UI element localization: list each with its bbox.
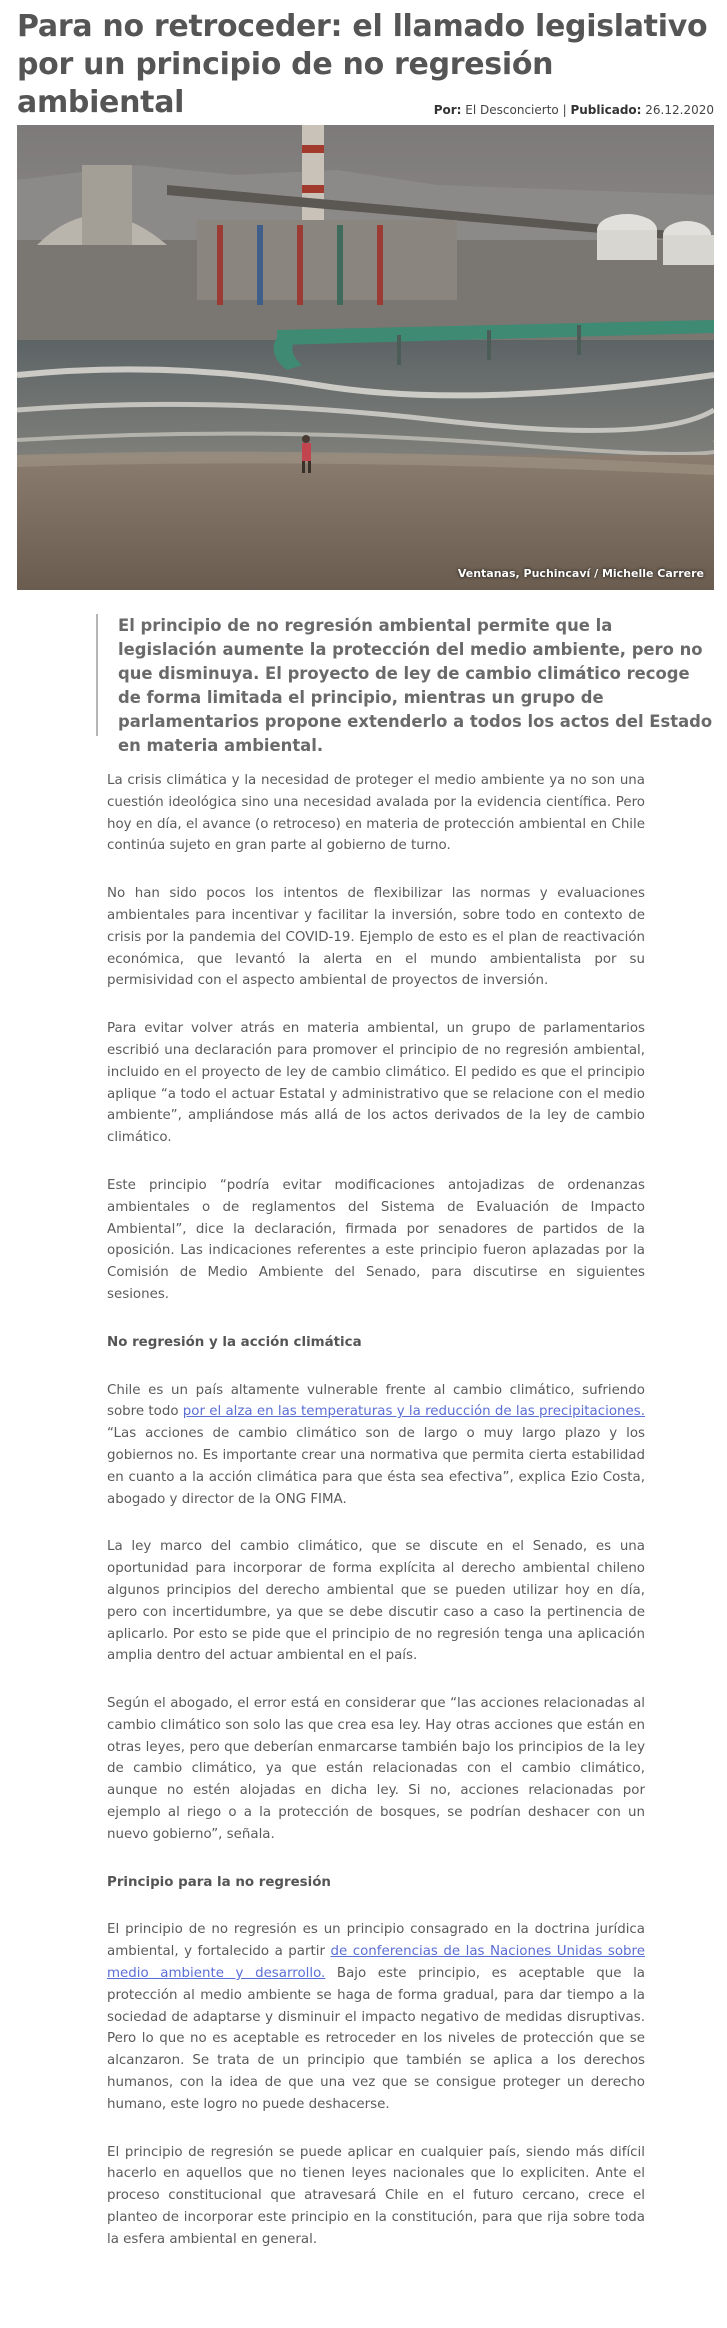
paragraph-5-end: “Las acciones de cambio climático son de largo o muy largo plazo y los gobiernos no. Es importante crear una normativa que permita cierta estabilidad en cuanto a la acción climática para que ésta sea efectiva”, explica Ezio Costa, abogado y director de la ONG FIMA.	[107, 1426, 645, 1507]
subheading-climate-action: No regresión y la acción climática	[107, 1334, 362, 1350]
lead-quote	[96, 614, 714, 755]
paragraph-8-end: Bajo este principio, es aceptable que la protección al medio ambiente se haga de forma gradual, para dar tiempo a la sociedad de adaptarse y disminuir el impacto negativo de medidas disruptivas. Pero lo que no es aceptable es retroceder en los niveles de protección que se alcanzaron. Se trata de un principio que también se aplica a los derechos humanos, con la idea de que una vez que se consigue proteger un derecho humano, este logro no puede deshacerse.	[107, 1966, 646, 2112]
lead-text: El principio de no regresión ambiental permite que la legislación aumente la protección del medio ambiente, pero no que disminuya. El proyecto de ley de cambio climático recoge de forma limitada el principio, mientras un grupo de parlamentarios propone extenderlo a todos los actos del Estado en materia ambiental.	[118, 616, 713, 755]
date-label: Publicado:	[570, 103, 642, 117]
paragraph-1: La crisis climática y la necesidad de proteger el medio ambiente ya no son una cuestión ideológica sino una necesidad avalada por la evidencia científica. Pero hoy en día, el avance (o retroceso) en materia de protección ambiental en Chile continúa sujeto en gran parte al gobierno de turno.	[107, 773, 645, 854]
hero-image	[17, 125, 714, 590]
paragraph-9: El principio de regresión se puede aplicar en cualquier país, siendo más difícil hacerlo en aquellos que no tienen leyes nacionales que lo expliciten. Ante el proceso constitucional que atravesará Chile en el futuro cercano, crece el planteo de incorporar este principio en la constitución, para que rija sobre toda la esfera ambiental en general.	[107, 2144, 645, 2247]
author-name: El Desconcierto	[465, 103, 559, 117]
industrial-beach-illustration	[17, 125, 714, 590]
paragraph-5-start: Chile es un país altamente vulnerable frente al cambio climático, sufriendo sobre todo	[107, 1382, 645, 1420]
byline-separator: |	[562, 103, 567, 117]
article-body	[107, 770, 645, 2277]
image-caption: Ventanas, Puchincaví / Michelle Carrere	[457, 567, 704, 580]
article-byline	[434, 103, 714, 117]
paragraph-3: Para evitar volver atrás en materia ambiental, un grupo de parlamentarios escribió una declaración para promover el principio de no regresión ambiental, incluido en el proyecto de ley de cambio climático. El pedido es que el principio aplique “a todo el actuar Estatal y administrativo que se relacione con el medio ambiente”, ampliándose más allá de los actos derivados de la ley de cambio climático.	[107, 1021, 645, 1146]
paragraph-8	[107, 1919, 645, 2115]
paragraph-8-start: El principio de no regresión es un principio consagrado en la doctrina jurídica ambiental, y fortalecido a partir	[107, 1922, 645, 1960]
subheading-non-regression-principle: Principio para la no regresión	[107, 1874, 331, 1890]
paragraph-7: Según el abogado, el error está en considerar que “las acciones relacionadas al cambio climático son solo las que crea esa ley. Hay otras acciones que están en otras leyes, pero que deberían enmarcarse también bajo los principios de la ley de cambio climático, ya que están relacionadas con el cambio climático, aunque no estén alojadas en dicha ley. Si no, acciones relacionadas por ejemplo al riego o a la protección de bosques, se podrían deshacer con un nuevo gobierno”, señala.	[107, 1696, 645, 1842]
paragraph-5	[107, 1380, 645, 1511]
author-label: Por:	[433, 103, 462, 117]
paragraph-6: La ley marco del cambio climático, que se discute en el Senado, es una oportunidad para incorporar de forma explícita al derecho ambiental chileno algunos principios del derecho ambiental que se pueden utilizar hoy en día, pero con incertidumbre, ya que se debe discutir caso a caso la pertinencia de aplicarlo. Por esto se pide que el principio de no regresión tenga una aplicación amplia dentro del actuar ambiental en el país.	[107, 1539, 645, 1664]
paragraph-2: No han sido pocos los intentos de flexibilizar las normas y evaluaciones ambientales para incentivar y facilitar la inversión, sobre todo en contexto de crisis por la pandemia del COVID-19. Ejemplo de esto es el plan de reactivación económica, que levantó la alerta en el mundo ambientalista por su permisividad con el aspecto ambiental de proyectos de inversión.	[107, 886, 645, 989]
paragraph-4: Este principio “podría evitar modificaciones antojadizas de ordenanzas ambientales o de reglamentos del Sistema de Evaluación de Impacto Ambiental”, dice la declaración, firmada por senadores de partidos de la oposición. Las indicaciones referentes a este principio fueron aplazadas por la Comisión de Medio Ambiente del Senado, para discutirse en siguientes sesiones.	[107, 1177, 645, 1302]
article-title: Para no retroceder: el llamado legislativo por un principio de no regresión ambiental	[17, 9, 708, 120]
temperature-precipitation-link[interactable]: por el alza en las temperaturas y la reducción de las precipitaciones.	[182, 1404, 645, 1420]
un-conferences-link[interactable]: de conferencias de las Naciones Unidas sobre medio ambiente y desarrollo.	[107, 1944, 645, 1982]
publish-date: 26.12.2020	[645, 103, 714, 117]
